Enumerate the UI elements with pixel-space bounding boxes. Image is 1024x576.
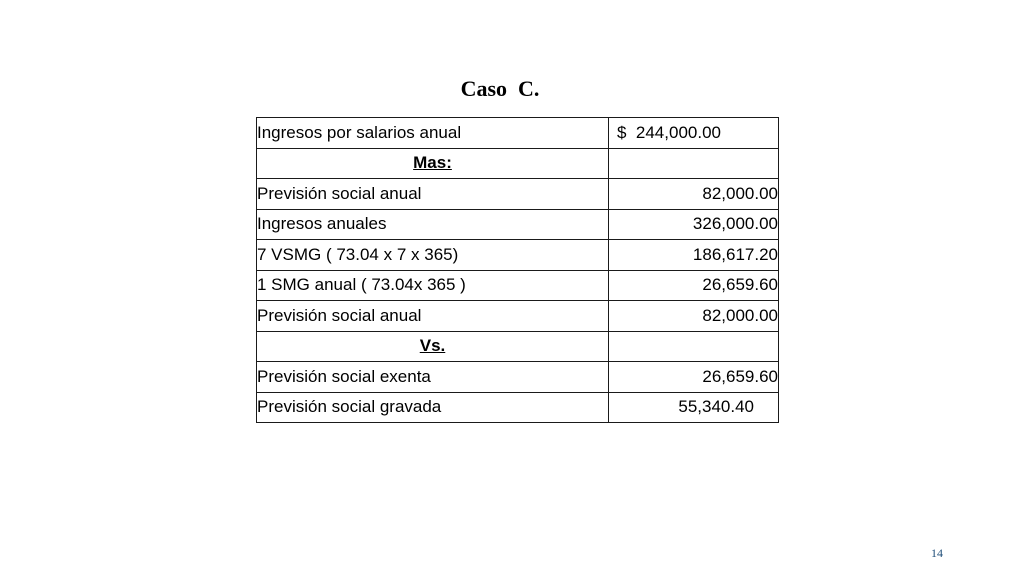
table-row (257, 118, 779, 149)
row-label: Previsión social gravada (257, 392, 609, 423)
row-label: 7 VSMG ( 73.04 x 7 x 365) (257, 240, 609, 271)
table-row (257, 148, 779, 179)
table-row (257, 209, 779, 240)
row-amount: 26,659.60 (609, 270, 779, 301)
row-amount: 186,617.20 (609, 240, 779, 271)
calculation-table (256, 117, 779, 423)
row-label: Ingresos anuales (257, 209, 609, 240)
row-label: Previsión social exenta (257, 362, 609, 393)
row-label: 1 SMG anual ( 73.04x 365 ) (257, 270, 609, 301)
row-amount: 82,000.00 (609, 301, 779, 332)
section-heading: Mas: (257, 148, 609, 179)
row-label: Previsión social anual (257, 179, 609, 210)
page-number: 14 (931, 546, 943, 560)
table-row (257, 362, 779, 393)
section-heading: Vs. (257, 331, 609, 362)
row-amount (609, 148, 779, 179)
row-label: Ingresos por salarios anual (257, 118, 609, 149)
table-row (257, 179, 779, 210)
table-row (257, 270, 779, 301)
row-amount: $ 244,000.00 (609, 118, 779, 149)
table-row (257, 240, 779, 271)
row-amount (609, 331, 779, 362)
slide-title: Caso C. (460, 76, 540, 101)
row-amount: 82,000.00 (609, 179, 779, 210)
row-amount: 26,659.60 (609, 362, 779, 393)
row-amount: 55,340.40 (609, 392, 779, 423)
row-label: Previsión social anual (257, 301, 609, 332)
table-row (257, 331, 779, 362)
row-amount: 326,000.00 (609, 209, 779, 240)
table-row (257, 392, 779, 423)
table-row (257, 301, 779, 332)
